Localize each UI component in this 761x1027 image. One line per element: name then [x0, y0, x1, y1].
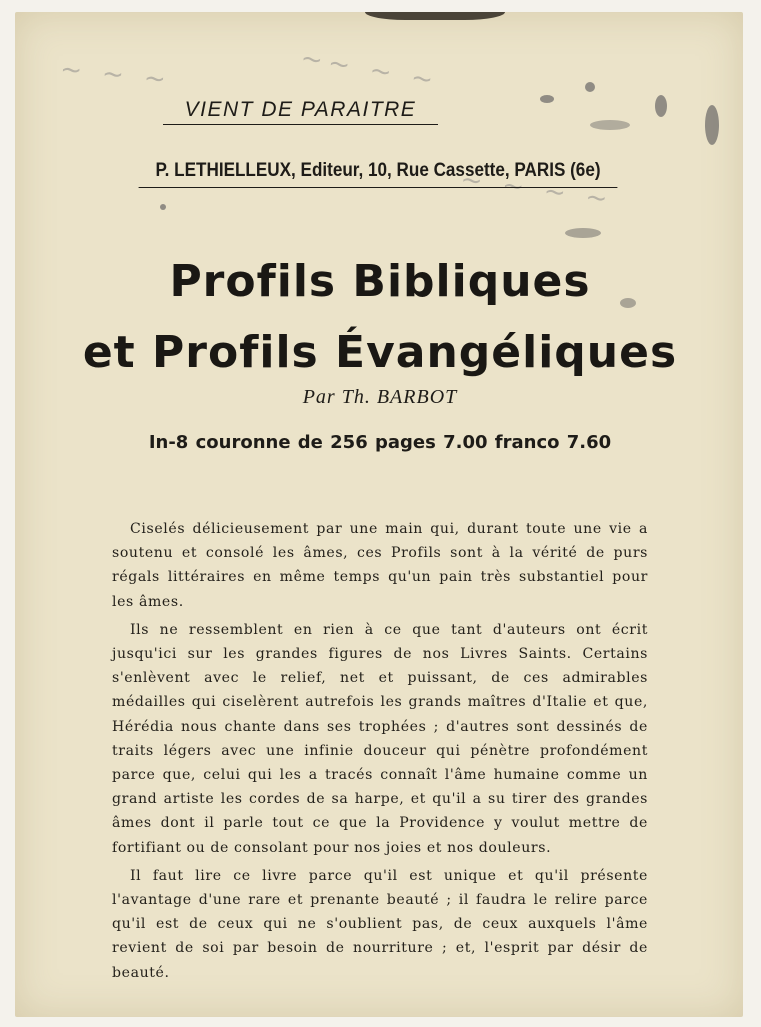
show-through-handwriting: ~~ ~ ~ [298, 43, 442, 97]
paragraph-2: Ils ne ressemblent en rien à ce que tant d'auteurs ont écrit jusqu'ici sur les grandes figures de nos Livres Saints. Certains s'enlèvent avec le relief, net et puissant, de ces admirables médailles qui ciselèrent autrefois les grands maîtres d'Italie et que, Hérédia nous chante dans ses trophées ; d'autres sont dessinés de traits légers avec une infinie douceur qui pénètre profondément parce que, celui qui les a tracés connaît l'âme humaine comme un grand artiste les cordes de sa harpe, et qu'il a su tirer des grandes âmes dont il parle tout ce que la Providence y voulut mettre de fortifiant ou de consolant pour nos joies et nos douleurs. [112, 621, 648, 856]
ink-stain [585, 82, 595, 92]
book-title-line-1: Profils Bibliques [169, 256, 591, 307]
description-body [112, 517, 648, 989]
torn-edge [365, 12, 505, 20]
ink-stain [655, 95, 667, 117]
author-line: Par Th. BARBOT [302, 386, 458, 408]
ink-stain [160, 204, 166, 210]
paragraph-3: Il faut lire ce livre parce qu'il est unique et qu'il présente l'avantage d'une rare et prenante beauté ; il faudra le relire parce qu'il est de ceux qui ne s'oublient pas, de ceux auxquels l'âme revient de soi par besoin de nourriture ; et, l'esprit par désir de beauté. [112, 867, 648, 981]
ink-stain [590, 120, 630, 130]
ink-stain [540, 95, 554, 103]
ink-stain [565, 228, 601, 238]
show-through-handwriting: ~ ~ ~ ~ [458, 164, 616, 216]
format-price-line: In-8 couronne de 256 pages 7.00 franco 7.60 [148, 432, 612, 453]
announcement-heading: VIENT DE PARAITRE [163, 98, 438, 125]
show-through-handwriting: ~ ~ ~ [58, 54, 174, 96]
paragraph-1: Ciselés délicieusement par une main qui, durant toute une vie a soutenu et consolé les âmes, ces Profils sont à la vérité de purs régals littéraires en même temps qu'un pain très substantiel pour les âmes. [112, 521, 648, 610]
publisher-line: P. LETHIELLEUX, Editeur, 10, Rue Cassette, PARIS (6e) [139, 160, 618, 188]
book-title-line-2: et Profils Évangéliques [82, 327, 678, 378]
ink-stain [705, 105, 719, 145]
